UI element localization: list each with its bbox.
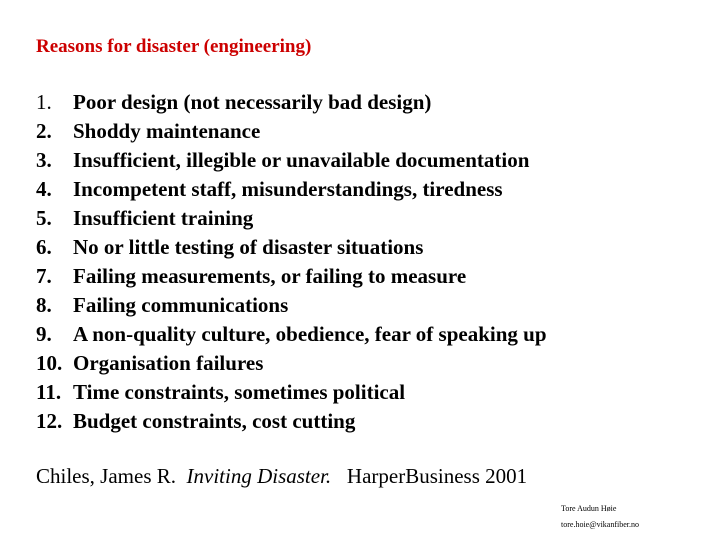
list-item-text: Insufficient training (73, 206, 254, 230)
footer-author-name: Tore Audun Høie (561, 504, 617, 513)
list-item (36, 264, 547, 293)
list-item-text: Shoddy maintenance (73, 119, 261, 143)
reasons-list (36, 90, 547, 438)
citation-publisher-year: HarperBusiness 2001 (346, 464, 528, 488)
list-item-text: Organisation failures (73, 351, 264, 375)
list-item-number: 12. (36, 409, 63, 433)
list-item-text: Poor design (not necessarily bad design) (73, 90, 432, 114)
list-item (36, 90, 547, 119)
list-item-text: Incompetent staff, misunderstandings, tiredness (73, 177, 503, 201)
list-item-text: Budget constraints, cost cutting (73, 409, 356, 433)
citation-author: Chiles, James R. (36, 464, 176, 488)
footer-author-email: tore.hoie@vikanfiber.no (561, 520, 640, 529)
list-item (36, 322, 547, 351)
list-item-number: 6. (36, 235, 52, 259)
list-item-text: A non-quality culture, obedience, fear of speaking up (73, 322, 547, 346)
list-item-text: Failing measurements, or failing to measure (73, 264, 467, 288)
list-item-number: 3. (36, 148, 52, 172)
citation (36, 464, 527, 489)
list-item-number: 4. (36, 177, 52, 201)
list-item-number: 2. (36, 119, 52, 143)
list-item-text: Time constraints, sometimes political (73, 380, 406, 404)
list-item (36, 351, 547, 380)
citation-book-title: Inviting Disaster. (186, 464, 332, 488)
list-item-number: 11. (36, 380, 62, 404)
list-item (36, 177, 547, 206)
list-item (36, 206, 547, 235)
list-item-number: 7. (36, 264, 52, 288)
list-item (36, 119, 547, 148)
list-item-text: No or little testing of disaster situations (73, 235, 424, 259)
list-item-number: 8. (36, 293, 52, 317)
list-item-text: Insufficient, illegible or unavailable documentation (73, 148, 530, 172)
list-item-number: 1. (36, 90, 52, 114)
list-item-text: Failing communications (73, 293, 289, 317)
slide-title: Reasons for disaster (engineering) (36, 36, 312, 57)
list-item (36, 409, 547, 438)
list-item (36, 148, 547, 177)
list-item (36, 380, 547, 409)
list-item-number: 9. (36, 322, 52, 346)
list-item-number: 10. (36, 351, 63, 375)
list-item-number: 5. (36, 206, 52, 230)
list-item (36, 235, 547, 264)
list-item (36, 293, 547, 322)
